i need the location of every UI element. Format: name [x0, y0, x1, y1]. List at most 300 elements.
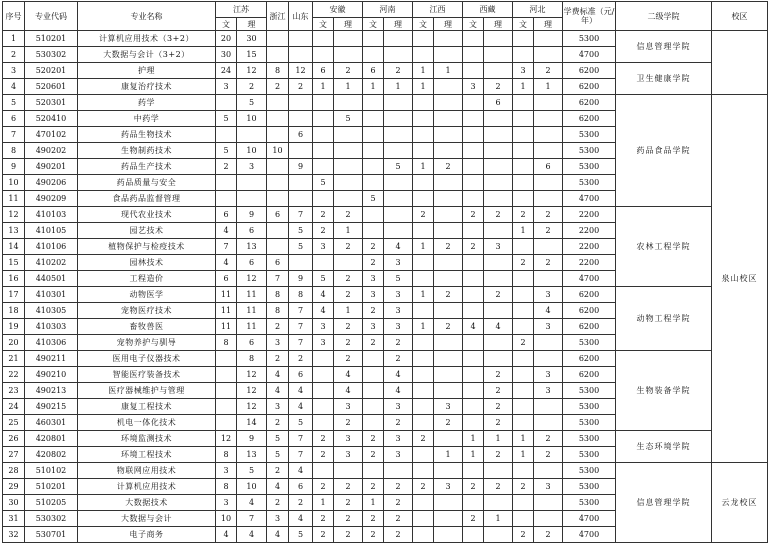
cell-jiangsu-wen: 11	[216, 303, 237, 319]
cell-henan-wen	[363, 159, 384, 175]
cell-tuition-fee: 6200	[563, 287, 616, 303]
cell-zhejiang: 6	[267, 207, 289, 223]
cell-zhejiang	[267, 223, 289, 239]
cell-jiangxi-li	[434, 351, 463, 367]
cell-xizang-li	[484, 351, 513, 367]
cell-shandong: 7	[289, 207, 313, 223]
cell-jiangxi-li	[434, 223, 463, 239]
cell-jiangxi-li	[434, 527, 463, 543]
cell-major-code: 490215	[25, 399, 78, 415]
cell-tuition-fee: 5300	[563, 383, 616, 399]
table-row	[3, 95, 768, 111]
cell-seq: 3	[3, 63, 25, 79]
cell-jiangxi-li: 2	[434, 159, 463, 175]
cell-xizang-wen	[463, 383, 484, 399]
cell-xizang-wen: 2	[463, 511, 484, 527]
cell-anhui-li: 1	[334, 303, 363, 319]
cell-henan-wen: 3	[363, 287, 384, 303]
cell-xizang-wen: 2	[463, 207, 484, 223]
cell-jiangxi-li	[434, 79, 463, 95]
header-seq: 序号	[3, 2, 25, 31]
cell-anhui-wen	[313, 95, 334, 111]
cell-anhui-li: 2	[334, 479, 363, 495]
cell-shandong: 9	[289, 271, 313, 287]
cell-hebei-li: 4	[534, 303, 563, 319]
cell-jiangxi-li	[434, 335, 463, 351]
cell-henan-li	[384, 223, 413, 239]
cell-henan-li: 2	[384, 479, 413, 495]
cell-jiangsu-wen: 8	[216, 447, 237, 463]
cell-major-code: 490202	[25, 143, 78, 159]
cell-department: 药品食品学院	[616, 95, 712, 207]
cell-zhejiang: 3	[267, 511, 289, 527]
cell-anhui-li: 5	[334, 111, 363, 127]
cell-zhejiang: 7	[267, 271, 289, 287]
cell-hebei-li: 2	[534, 63, 563, 79]
cell-major-name: 电子商务	[78, 527, 216, 543]
cell-major-code: 490201	[25, 159, 78, 175]
cell-shandong: 5	[289, 239, 313, 255]
header-hebei: 河北	[513, 2, 563, 18]
cell-henan-li: 2	[384, 335, 413, 351]
cell-jiangsu-wen	[216, 191, 237, 207]
cell-tuition-fee: 4700	[563, 47, 616, 63]
cell-jiangsu-wen: 11	[216, 319, 237, 335]
cell-henan-wen: 2	[363, 239, 384, 255]
cell-seq: 28	[3, 463, 25, 479]
cell-henan-wen	[363, 415, 384, 431]
cell-tuition-fee: 5300	[563, 335, 616, 351]
cell-tuition-fee: 4700	[563, 191, 616, 207]
header-henan-li: 理	[384, 18, 413, 31]
cell-jiangsu-wen: 30	[216, 47, 237, 63]
cell-xizang-li	[484, 143, 513, 159]
cell-xizang-li: 2	[484, 79, 513, 95]
cell-anhui-li: 2	[334, 207, 363, 223]
cell-zhejiang: 4	[267, 367, 289, 383]
cell-seq: 17	[3, 287, 25, 303]
cell-henan-li: 3	[384, 303, 413, 319]
cell-major-name: 药学	[78, 95, 216, 111]
cell-xizang-wen	[463, 287, 484, 303]
cell-jiangsu-li: 12	[237, 383, 267, 399]
cell-seq: 24	[3, 399, 25, 415]
cell-hebei-li: 2	[534, 447, 563, 463]
cell-jiangxi-li	[434, 463, 463, 479]
cell-zhejiang	[267, 175, 289, 191]
cell-anhui-wen: 3	[313, 319, 334, 335]
cell-major-code: 420801	[25, 431, 78, 447]
cell-major-name: 园艺技术	[78, 223, 216, 239]
cell-campus: 云龙校区	[712, 463, 768, 543]
cell-anhui-wen: 5	[313, 175, 334, 191]
cell-anhui-wen	[313, 399, 334, 415]
cell-xizang-li	[484, 223, 513, 239]
cell-jiangsu-li: 11	[237, 287, 267, 303]
cell-jiangsu-wen: 24	[216, 63, 237, 79]
cell-jiangxi-li	[434, 495, 463, 511]
cell-zhejiang	[267, 127, 289, 143]
cell-anhui-li: 4	[334, 383, 363, 399]
cell-hebei-li	[534, 351, 563, 367]
cell-henan-li: 2	[384, 351, 413, 367]
cell-zhejiang: 5	[267, 431, 289, 447]
cell-hebei-wen	[513, 143, 534, 159]
cell-tuition-fee: 5300	[563, 495, 616, 511]
cell-seq: 29	[3, 479, 25, 495]
table-row	[3, 431, 768, 447]
cell-major-code: 510205	[25, 495, 78, 511]
cell-xizang-wen	[463, 31, 484, 47]
cell-major-name: 医疗器械维护与管理	[78, 383, 216, 399]
header-henan: 河南	[363, 2, 413, 18]
cell-seq: 12	[3, 207, 25, 223]
cell-jiangxi-li	[434, 255, 463, 271]
cell-shandong: 4	[289, 463, 313, 479]
cell-anhui-wen: 2	[313, 511, 334, 527]
cell-zhejiang: 4	[267, 479, 289, 495]
cell-anhui-wen	[313, 191, 334, 207]
cell-hebei-li: 2	[534, 223, 563, 239]
cell-hebei-li	[534, 111, 563, 127]
cell-tuition-fee: 6200	[563, 63, 616, 79]
cell-major-name: 环境工程技术	[78, 447, 216, 463]
cell-anhui-wen: 3	[313, 239, 334, 255]
cell-jiangxi-wen	[413, 383, 434, 399]
cell-jiangsu-wen: 11	[216, 287, 237, 303]
cell-jiangxi-wen: 1	[413, 287, 434, 303]
cell-hebei-li: 1	[534, 79, 563, 95]
cell-jiangxi-wen	[413, 111, 434, 127]
cell-henan-li: 4	[384, 383, 413, 399]
cell-hebei-wen: 2	[513, 479, 534, 495]
cell-henan-li	[384, 175, 413, 191]
cell-henan-li: 1	[384, 79, 413, 95]
cell-anhui-wen	[313, 415, 334, 431]
cell-jiangxi-wen	[413, 127, 434, 143]
cell-hebei-wen: 1	[513, 79, 534, 95]
cell-jiangxi-li	[434, 431, 463, 447]
cell-seq: 25	[3, 415, 25, 431]
cell-shandong: 2	[289, 79, 313, 95]
cell-seq: 1	[3, 31, 25, 47]
cell-jiangsu-li: 10	[237, 143, 267, 159]
cell-major-code: 520601	[25, 79, 78, 95]
cell-xizang-li	[484, 191, 513, 207]
cell-anhui-li: 2	[334, 511, 363, 527]
cell-henan-wen: 2	[363, 431, 384, 447]
cell-xizang-wen	[463, 463, 484, 479]
cell-jiangsu-li: 6	[237, 255, 267, 271]
cell-anhui-li: 2	[334, 63, 363, 79]
header-hebei-li: 理	[534, 18, 563, 31]
cell-henan-wen	[363, 143, 384, 159]
cell-anhui-li: 2	[334, 351, 363, 367]
cell-xizang-li: 1	[484, 511, 513, 527]
cell-jiangxi-li	[434, 367, 463, 383]
header-jiangsu-wen: 文	[216, 18, 237, 31]
cell-zhejiang: 8	[267, 303, 289, 319]
cell-shandong: 2	[289, 351, 313, 367]
table-row	[3, 31, 768, 47]
table-row	[3, 63, 768, 79]
cell-zhejiang: 5	[267, 447, 289, 463]
cell-anhui-wen	[313, 383, 334, 399]
cell-xizang-li	[484, 127, 513, 143]
cell-jiangxi-li: 3	[434, 399, 463, 415]
cell-jiangxi-wen	[413, 271, 434, 287]
cell-seq: 4	[3, 79, 25, 95]
cell-zhejiang: 4	[267, 383, 289, 399]
cell-major-name: 大数据与会计	[78, 511, 216, 527]
cell-jiangxi-li	[434, 511, 463, 527]
cell-xizang-wen	[463, 191, 484, 207]
cell-jiangsu-li: 9	[237, 431, 267, 447]
cell-jiangxi-li	[434, 191, 463, 207]
cell-zhejiang: 3	[267, 335, 289, 351]
cell-tuition-fee: 4700	[563, 511, 616, 527]
cell-major-name: 现代农业技术	[78, 207, 216, 223]
cell-jiangsu-wen	[216, 175, 237, 191]
header-anhui-li: 理	[334, 18, 363, 31]
header-xizang: 西藏	[463, 2, 513, 18]
header-jiangsu: 江苏	[216, 2, 267, 18]
cell-hebei-li	[534, 463, 563, 479]
cell-jiangsu-li: 5	[237, 463, 267, 479]
cell-jiangsu-wen: 4	[216, 223, 237, 239]
cell-major-code: 510102	[25, 463, 78, 479]
cell-major-name: 宠物医疗技术	[78, 303, 216, 319]
cell-major-name: 大数据与会计（3+2）	[78, 47, 216, 63]
cell-anhui-li	[334, 95, 363, 111]
cell-xizang-wen	[463, 255, 484, 271]
cell-seq: 23	[3, 383, 25, 399]
cell-seq: 32	[3, 527, 25, 543]
cell-jiangsu-li: 15	[237, 47, 267, 63]
cell-hebei-wen: 2	[513, 255, 534, 271]
cell-hebei-li	[534, 239, 563, 255]
cell-zhejiang: 6	[267, 255, 289, 271]
cell-hebei-wen	[513, 287, 534, 303]
cell-tuition-fee: 6200	[563, 351, 616, 367]
cell-jiangsu-li: 14	[237, 415, 267, 431]
header-jiangxi: 江西	[413, 2, 463, 18]
cell-major-name: 医用电子仪器技术	[78, 351, 216, 367]
cell-anhui-li	[334, 47, 363, 63]
cell-jiangxi-wen	[413, 175, 434, 191]
cell-major-name: 药品质量与安全	[78, 175, 216, 191]
cell-major-name: 康复工程技术	[78, 399, 216, 415]
cell-jiangsu-li: 11	[237, 303, 267, 319]
cell-tuition-fee: 5300	[563, 431, 616, 447]
table-row	[3, 287, 768, 303]
cell-anhui-wen: 2	[313, 479, 334, 495]
cell-henan-li: 2	[384, 527, 413, 543]
cell-anhui-li: 3	[334, 399, 363, 415]
cell-jiangxi-li	[434, 95, 463, 111]
cell-jiangsu-wen	[216, 367, 237, 383]
cell-jiangxi-wen	[413, 511, 434, 527]
cell-shandong: 6	[289, 127, 313, 143]
cell-shandong: 7	[289, 447, 313, 463]
cell-hebei-wen	[513, 319, 534, 335]
cell-anhui-wen: 2	[313, 223, 334, 239]
cell-major-name: 大数据技术	[78, 495, 216, 511]
cell-shandong	[289, 95, 313, 111]
cell-seq: 27	[3, 447, 25, 463]
cell-shandong: 12	[289, 63, 313, 79]
cell-hebei-li	[534, 31, 563, 47]
cell-seq: 11	[3, 191, 25, 207]
cell-hebei-li: 3	[534, 287, 563, 303]
cell-jiangxi-li	[434, 271, 463, 287]
table-body	[3, 31, 768, 543]
header-shandong: 山东	[289, 2, 313, 31]
cell-jiangxi-li	[434, 47, 463, 63]
cell-jiangsu-wen: 20	[216, 31, 237, 47]
cell-campus: 泉山校区	[712, 95, 768, 463]
cell-major-name: 中药学	[78, 111, 216, 127]
cell-anhui-li: 1	[334, 223, 363, 239]
cell-hebei-wen	[513, 31, 534, 47]
cell-anhui-wen: 2	[313, 527, 334, 543]
cell-anhui-wen: 3	[313, 335, 334, 351]
cell-jiangxi-li	[434, 303, 463, 319]
cell-major-name: 工程造价	[78, 271, 216, 287]
cell-major-code: 490213	[25, 383, 78, 399]
cell-jiangxi-wen	[413, 143, 434, 159]
cell-jiangxi-li: 2	[434, 319, 463, 335]
cell-major-code: 490206	[25, 175, 78, 191]
cell-jiangsu-wen	[216, 95, 237, 111]
cell-jiangxi-wen: 1	[413, 239, 434, 255]
cell-seq: 7	[3, 127, 25, 143]
cell-jiangsu-wen: 7	[216, 239, 237, 255]
cell-hebei-li	[534, 399, 563, 415]
cell-hebei-li: 3	[534, 367, 563, 383]
cell-major-code: 420802	[25, 447, 78, 463]
cell-major-code: 410106	[25, 239, 78, 255]
cell-shandong: 6	[289, 479, 313, 495]
cell-anhui-li	[334, 143, 363, 159]
cell-major-name: 园林技术	[78, 255, 216, 271]
cell-henan-li	[384, 111, 413, 127]
cell-anhui-wen	[313, 111, 334, 127]
cell-major-code: 410103	[25, 207, 78, 223]
cell-zhejiang	[267, 191, 289, 207]
cell-xizang-li	[484, 271, 513, 287]
cell-shandong: 2	[289, 495, 313, 511]
cell-henan-wen	[363, 127, 384, 143]
cell-xizang-wen	[463, 271, 484, 287]
cell-hebei-li	[534, 191, 563, 207]
cell-jiangsu-li: 6	[237, 223, 267, 239]
cell-xizang-wen	[463, 335, 484, 351]
cell-jiangsu-wen: 6	[216, 271, 237, 287]
cell-jiangxi-wen: 1	[413, 63, 434, 79]
cell-jiangxi-li: 2	[434, 239, 463, 255]
cell-tuition-fee: 4700	[563, 527, 616, 543]
cell-xizang-li: 4	[484, 319, 513, 335]
cell-jiangxi-wen	[413, 31, 434, 47]
cell-xizang-li: 2	[484, 383, 513, 399]
cell-anhui-wen: 4	[313, 287, 334, 303]
header-jiangxi-wen: 文	[413, 18, 434, 31]
cell-seq: 5	[3, 95, 25, 111]
cell-anhui-li: 3	[334, 447, 363, 463]
cell-anhui-li: 2	[334, 319, 363, 335]
cell-hebei-li	[534, 47, 563, 63]
cell-hebei-wen	[513, 399, 534, 415]
cell-hebei-li	[534, 415, 563, 431]
cell-jiangsu-li: 10	[237, 111, 267, 127]
cell-major-code: 510201	[25, 31, 78, 47]
cell-xizang-li	[484, 335, 513, 351]
cell-xizang-wen	[463, 159, 484, 175]
cell-henan-wen	[363, 207, 384, 223]
cell-hebei-wen	[513, 239, 534, 255]
cell-seq: 30	[3, 495, 25, 511]
cell-hebei-wen	[513, 159, 534, 175]
cell-hebei-li: 3	[534, 479, 563, 495]
cell-major-name: 动物医学	[78, 287, 216, 303]
cell-jiangxi-li	[434, 31, 463, 47]
cell-jiangxi-wen: 1	[413, 319, 434, 335]
cell-major-code: 530302	[25, 47, 78, 63]
cell-shandong: 5	[289, 415, 313, 431]
cell-anhui-wen	[313, 127, 334, 143]
cell-jiangxi-wen	[413, 255, 434, 271]
cell-hebei-wen	[513, 271, 534, 287]
cell-seq: 9	[3, 159, 25, 175]
cell-xizang-wen	[463, 143, 484, 159]
cell-tuition-fee: 2200	[563, 207, 616, 223]
cell-zhejiang	[267, 111, 289, 127]
cell-hebei-wen	[513, 495, 534, 511]
cell-hebei-wen	[513, 175, 534, 191]
cell-major-name: 护理	[78, 63, 216, 79]
cell-xizang-li	[484, 255, 513, 271]
cell-xizang-wen: 4	[463, 319, 484, 335]
cell-jiangxi-wen	[413, 447, 434, 463]
cell-hebei-li	[534, 511, 563, 527]
cell-henan-wen: 1	[363, 495, 384, 511]
cell-hebei-wen	[513, 415, 534, 431]
cell-major-name: 康复治疗技术	[78, 79, 216, 95]
cell-xizang-li	[484, 303, 513, 319]
cell-tuition-fee: 6200	[563, 367, 616, 383]
cell-seq: 26	[3, 431, 25, 447]
header-anhui: 安徽	[313, 2, 363, 18]
cell-anhui-li: 2	[334, 415, 363, 431]
cell-anhui-wen	[313, 351, 334, 367]
cell-jiangxi-li	[434, 383, 463, 399]
cell-xizang-wen	[463, 399, 484, 415]
cell-department: 生物装备学院	[616, 351, 712, 431]
cell-zhejiang: 2	[267, 79, 289, 95]
cell-henan-li: 4	[384, 239, 413, 255]
cell-hebei-li: 2	[534, 207, 563, 223]
cell-henan-li: 2	[384, 495, 413, 511]
cell-zhejiang: 8	[267, 287, 289, 303]
cell-hebei-wen: 2	[513, 207, 534, 223]
cell-jiangsu-li: 3	[237, 159, 267, 175]
cell-shandong: 5	[289, 527, 313, 543]
cell-hebei-wen	[513, 303, 534, 319]
cell-xizang-wen: 2	[463, 239, 484, 255]
cell-jiangsu-li: 30	[237, 31, 267, 47]
header-jiangxi-li: 理	[434, 18, 463, 31]
